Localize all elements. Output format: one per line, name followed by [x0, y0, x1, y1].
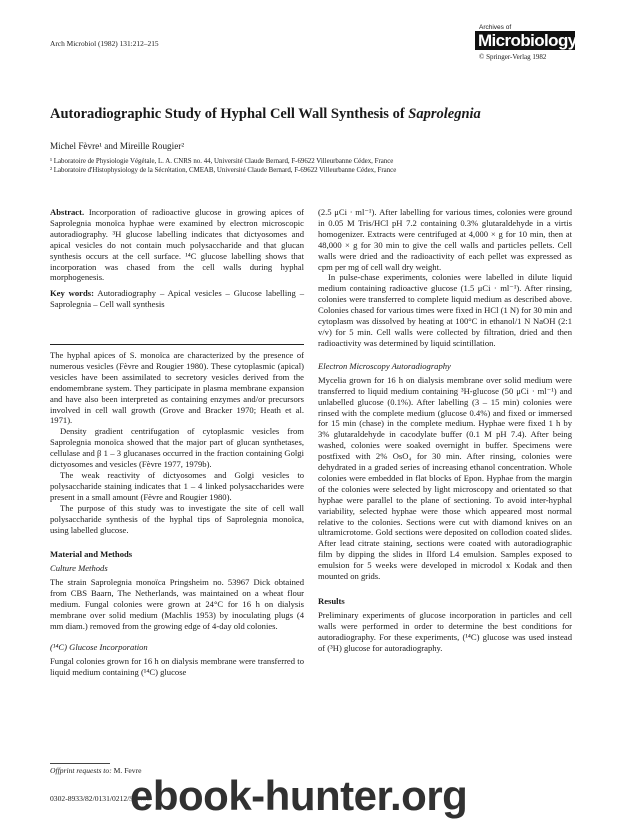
- em-heading: Electron Microscopy Autoradiography: [318, 360, 451, 371]
- offprint-label: Offprint requests to:: [50, 766, 112, 775]
- glucose-heading: (¹⁴C) Glucose Incorporation: [50, 641, 148, 652]
- affiliation-2: ² Laboratoire d'Histophysiology de la Sécrétation, CMEAB, Université Claude Bernard, F-69622 Villeurbanne Cédex, France: [50, 166, 397, 174]
- affiliation-1: ¹ Laboratoire de Physiologie Végétale, L. A. CNRS no. 44, Université Claude Bernard, F-69622 Villeurbanne Cédex, France: [50, 158, 394, 165]
- keywords-label: Key words:: [50, 288, 94, 299]
- paper-title: [50, 106, 590, 123]
- copyright-line: © Springer-Verlag 1982: [479, 53, 547, 61]
- methods-paragraph: In pulse-chase experiments, colonies were labelled in dilute liquid medium containing radioactive glucose (1.5 μCi · ml⁻¹). After rinsing, colonies were transferred to complete liquid medium as described above. Colonies chased for various times were fixed in HCl (1 N) for 30 min and cytoplasm was dissolved by heating at 100°C in ethanol/1 N NaOH (2:1 v/v) for 5 min. Cell walls were collected by filtration, dried and then radioactivity was determined by liquid scintillation.: [318, 272, 572, 348]
- keywords-text: Autoradiography – Apical vesicles – Glucose labelling – Saprolegnia – Cell wall synthesis: [50, 288, 304, 310]
- authors: Michel Fèvre¹ and Mireille Rougier²: [50, 141, 185, 151]
- article-code: 0302-8933/82/0131/0212/$01.00: [50, 794, 151, 803]
- intro-paragraph: The weak reactivity of dictyosomes and Golgi vesicles to polysaccharide staining indicates that 1 – 4 linked polysaccharides were present in a small amount (Fèvre and Rougier 1980).: [50, 469, 304, 502]
- journal-logo-title: Microbiology: [475, 31, 575, 50]
- methods-heading: Material and Methods: [50, 549, 133, 560]
- footnote-rule: [50, 763, 110, 764]
- intro-paragraph: Density gradient centrifugation of cytoplasmic vesicles from Saprolegnia monoïca showed that the major part of glucan synthetases, cellulase and β 1 – 3 glucanases occurred in the fraction containing Golgi dictyosomes and vesicles (Fèvre 1977, 1979b).: [50, 426, 304, 470]
- abstract-divider: [50, 344, 304, 345]
- watermark: ebook-hunter.org: [130, 772, 468, 819]
- journal-logo: [475, 24, 575, 62]
- offprint-name: M. Fevre: [113, 766, 142, 775]
- intro-paragraph: The hyphal apices of S. monoïca are characterized by the presence of numerous vesicles (Fèvre and Rougier 1980). These cytoplasmic (apical) vesicles have been assimilated to secretory vesicles derived from the endomembrane system. They participate in plasma membrane expansion and have also been interpreted as containing enzymes and/or precursors involved in cell wall growth (Grove and Bracker 1970; Heath et al. 1971).: [50, 350, 304, 426]
- journal-citation: Arch Microbiol (1982) 131:212–215: [50, 39, 159, 48]
- glucose-text: Fungal colonies grown for 16 h on dialysis membrane were transferred to liquid medium containing (¹⁴C) glucose: [50, 655, 304, 677]
- paper-title-main: Autoradiographic Study of Hyphal Cell Wall Synthesis of: [50, 106, 409, 122]
- results-text: Preliminary experiments of glucose incorporation in particles and cell walls were performed in order to determine the best conditions for autoradiography. For these experiments, (¹⁴C) glucose was used instead of (³H) glucose for autoradiography.: [318, 610, 572, 653]
- results-heading: Results: [318, 596, 345, 606]
- introduction: [50, 350, 304, 678]
- journal-logo-small: Archives of: [479, 24, 512, 31]
- keywords: [50, 288, 304, 310]
- offprint-note: [50, 767, 141, 776]
- culture-text: The strain Saprolegnia monoïca Pringsheim no. 53967 Dick obtained from CBS Baarn, The Netherlands, was maintained on a wheat flour medium. Fungal colonies were grown at 24°C for 16 h on dialysis membrane over solid medium (Machlis 1953) by inoculating plugs (4 mm diam.) removed from the growing edge of 4-day old colonies.: [50, 577, 304, 632]
- culture-heading: Culture Methods: [50, 563, 108, 574]
- right-column: [318, 207, 572, 654]
- em-text: Mycelia grown for 16 h on dialysis membrane over solid medium were transferred to liquid medium containing ³H-glucose (50 μCi · ml⁻¹) and unlabelled glucose (0.1%). After labelling (3 – 15 min) colonies were rinsed with the complete medium (glucose 0.4%) and fixed or immersed for 15 min (chase) in the complete medium. Hyphae were fixed 1 h by 3% glutaraldehyde in cacodylate buffer (0.1 M pH 7.4). After being washed, colonies were soaked overnight in buffer. Specimens were postfixed with 2% OsO₄ for 30 min. After rinsing, colonies were dehydrated in a graded series of increasing ethanol concentration. Whole colonies were embedded in flat blocks of Epon. Hyphae from the margin of the colonies were selected by light microscopy and orientated so that hyphae were parallel to the plane of sectioning. To avoid inter-hyphal variability, selected hyphae were those which appeared most normal relative to the colonies. Sections were cut with diamond knives on an ultramicrotome. Gold sections were deposited on collodion coated slides. After lead citrate staining, sections were coated with autoradiographic film by dipping the slides in Ilford L4 emulsion. Samples exposed to emulsion for 5 weeks were developed in microdol x Kodak and then mounted on grids.: [318, 374, 572, 582]
- methods-paragraph: (2.5 μCi · ml⁻¹). After labelling for various times, colonies were ground in 0.05 M Tris/HCl pH 7.2 containing 0.3% glutaraldehyde in a virtis homogenizer. Extracts were centrifuged at 4,000 × g for 10 min, then at 48,000 × g for 30 min to give the cell walls and particles pellets. Cell walls were dried and the radioactivity of each pellet was expressed as cpm per mg of cell wall dry weight.: [318, 207, 572, 272]
- abstract: [50, 207, 304, 283]
- affiliations: [50, 158, 610, 176]
- intro-paragraph: The purpose of this study was to investigate the site of cell wall polysaccharide synthesis of the hyphal tips of Saprolegnia monoïca, using labelled glucose.: [50, 502, 304, 535]
- abstract-text: Incorporation of radioactive glucose in growing apices of Saprolegnia monoïca hyphae were examined by electron microscopic autoradiography. ³H glucose labelling indicates that dictyosomes and apical vesicles do not contain much polysaccharide and that glucan synthesis occurs at the cell surface. ¹⁴C glucose labelling shows that incorporation was chased from the cell walls during hyphal morphogenesis.: [50, 207, 304, 283]
- left-column: [50, 207, 304, 310]
- abstract-label: Abstract.: [50, 207, 85, 217]
- paper-title-genus: Saprolegnia: [408, 106, 481, 122]
